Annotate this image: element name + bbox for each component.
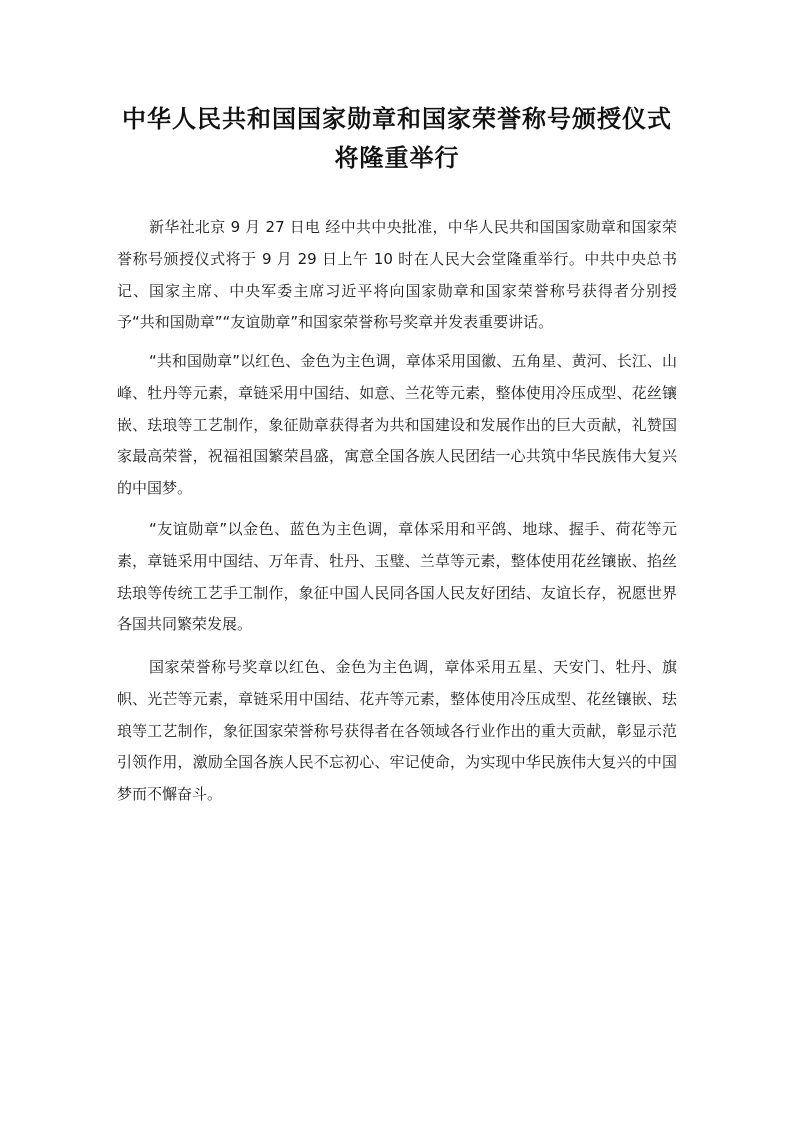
document-title-line-1: 中华人民共和国国家勋章和国家荣誉称号颁授仪式 [122, 104, 672, 133]
paragraph-honorary-title-medal: 国家荣誉称号奖章以红色、金色为主色调，章体采用五星、天安门、牡丹、旗帜、光芒等元素，章链采用中国结、花卉等元素，整体使用冷压成型、花丝镶嵌、珐琅等工艺制作，象征国家荣誉称号获得者在各领域各行业作出的重大贡献，彰显示范引领作用，激励全国各族人民不忘初心、牢记使命，为实现中华民族伟大复兴的中国梦而不懈奋斗。 [117, 658, 677, 804]
document-title-line-2: 将隆重举行 [334, 143, 460, 172]
paragraph-announcement: 新华社北京 9 月 27 日电 经中共中央批准，中华人民共和国国家勋章和国家荣誉称号颁授仪式将于 9 月 29 日上午 10 时在人民大会堂隆重举行。中共中央总书记、国家主席、中央军委主席习近平将向国家勋章和国家荣誉称号获得者分别授予“共和国勋章”“友谊勋章”和国家荣誉称号奖章并发表重要讲话。 [117, 218, 677, 332]
paragraph-republic-medal: “共和国勋章”以红色、金色为主色调，章体采用国徽、五角星、黄河、长江、山峰、牡丹等元素，章链采用中国结、如意、兰花等元素，整体使用冷压成型、花丝镶嵌、珐琅等工艺制作，象征勋章获得者为共和国建设和发展作出的巨大贡献，礼赞国家最高荣誉，祝福祖国繁荣昌盛，寓意全国各族人民团结一心共筑中华民族伟大复兴的中国梦。 [117, 352, 677, 498]
paragraph-friendship-medal: “友谊勋章”以金色、蓝色为主色调，章体采用和平鸽、地球、握手、荷花等元素，章链采用中国结、万年青、牡丹、玉璧、兰草等元素，整体使用花丝镶嵌、掐丝珐琅等传统工艺手工制作，象征中国人民同各国人民友好团结、友谊长存，祝愿世界各国共同繁荣发展。 [117, 520, 677, 634]
